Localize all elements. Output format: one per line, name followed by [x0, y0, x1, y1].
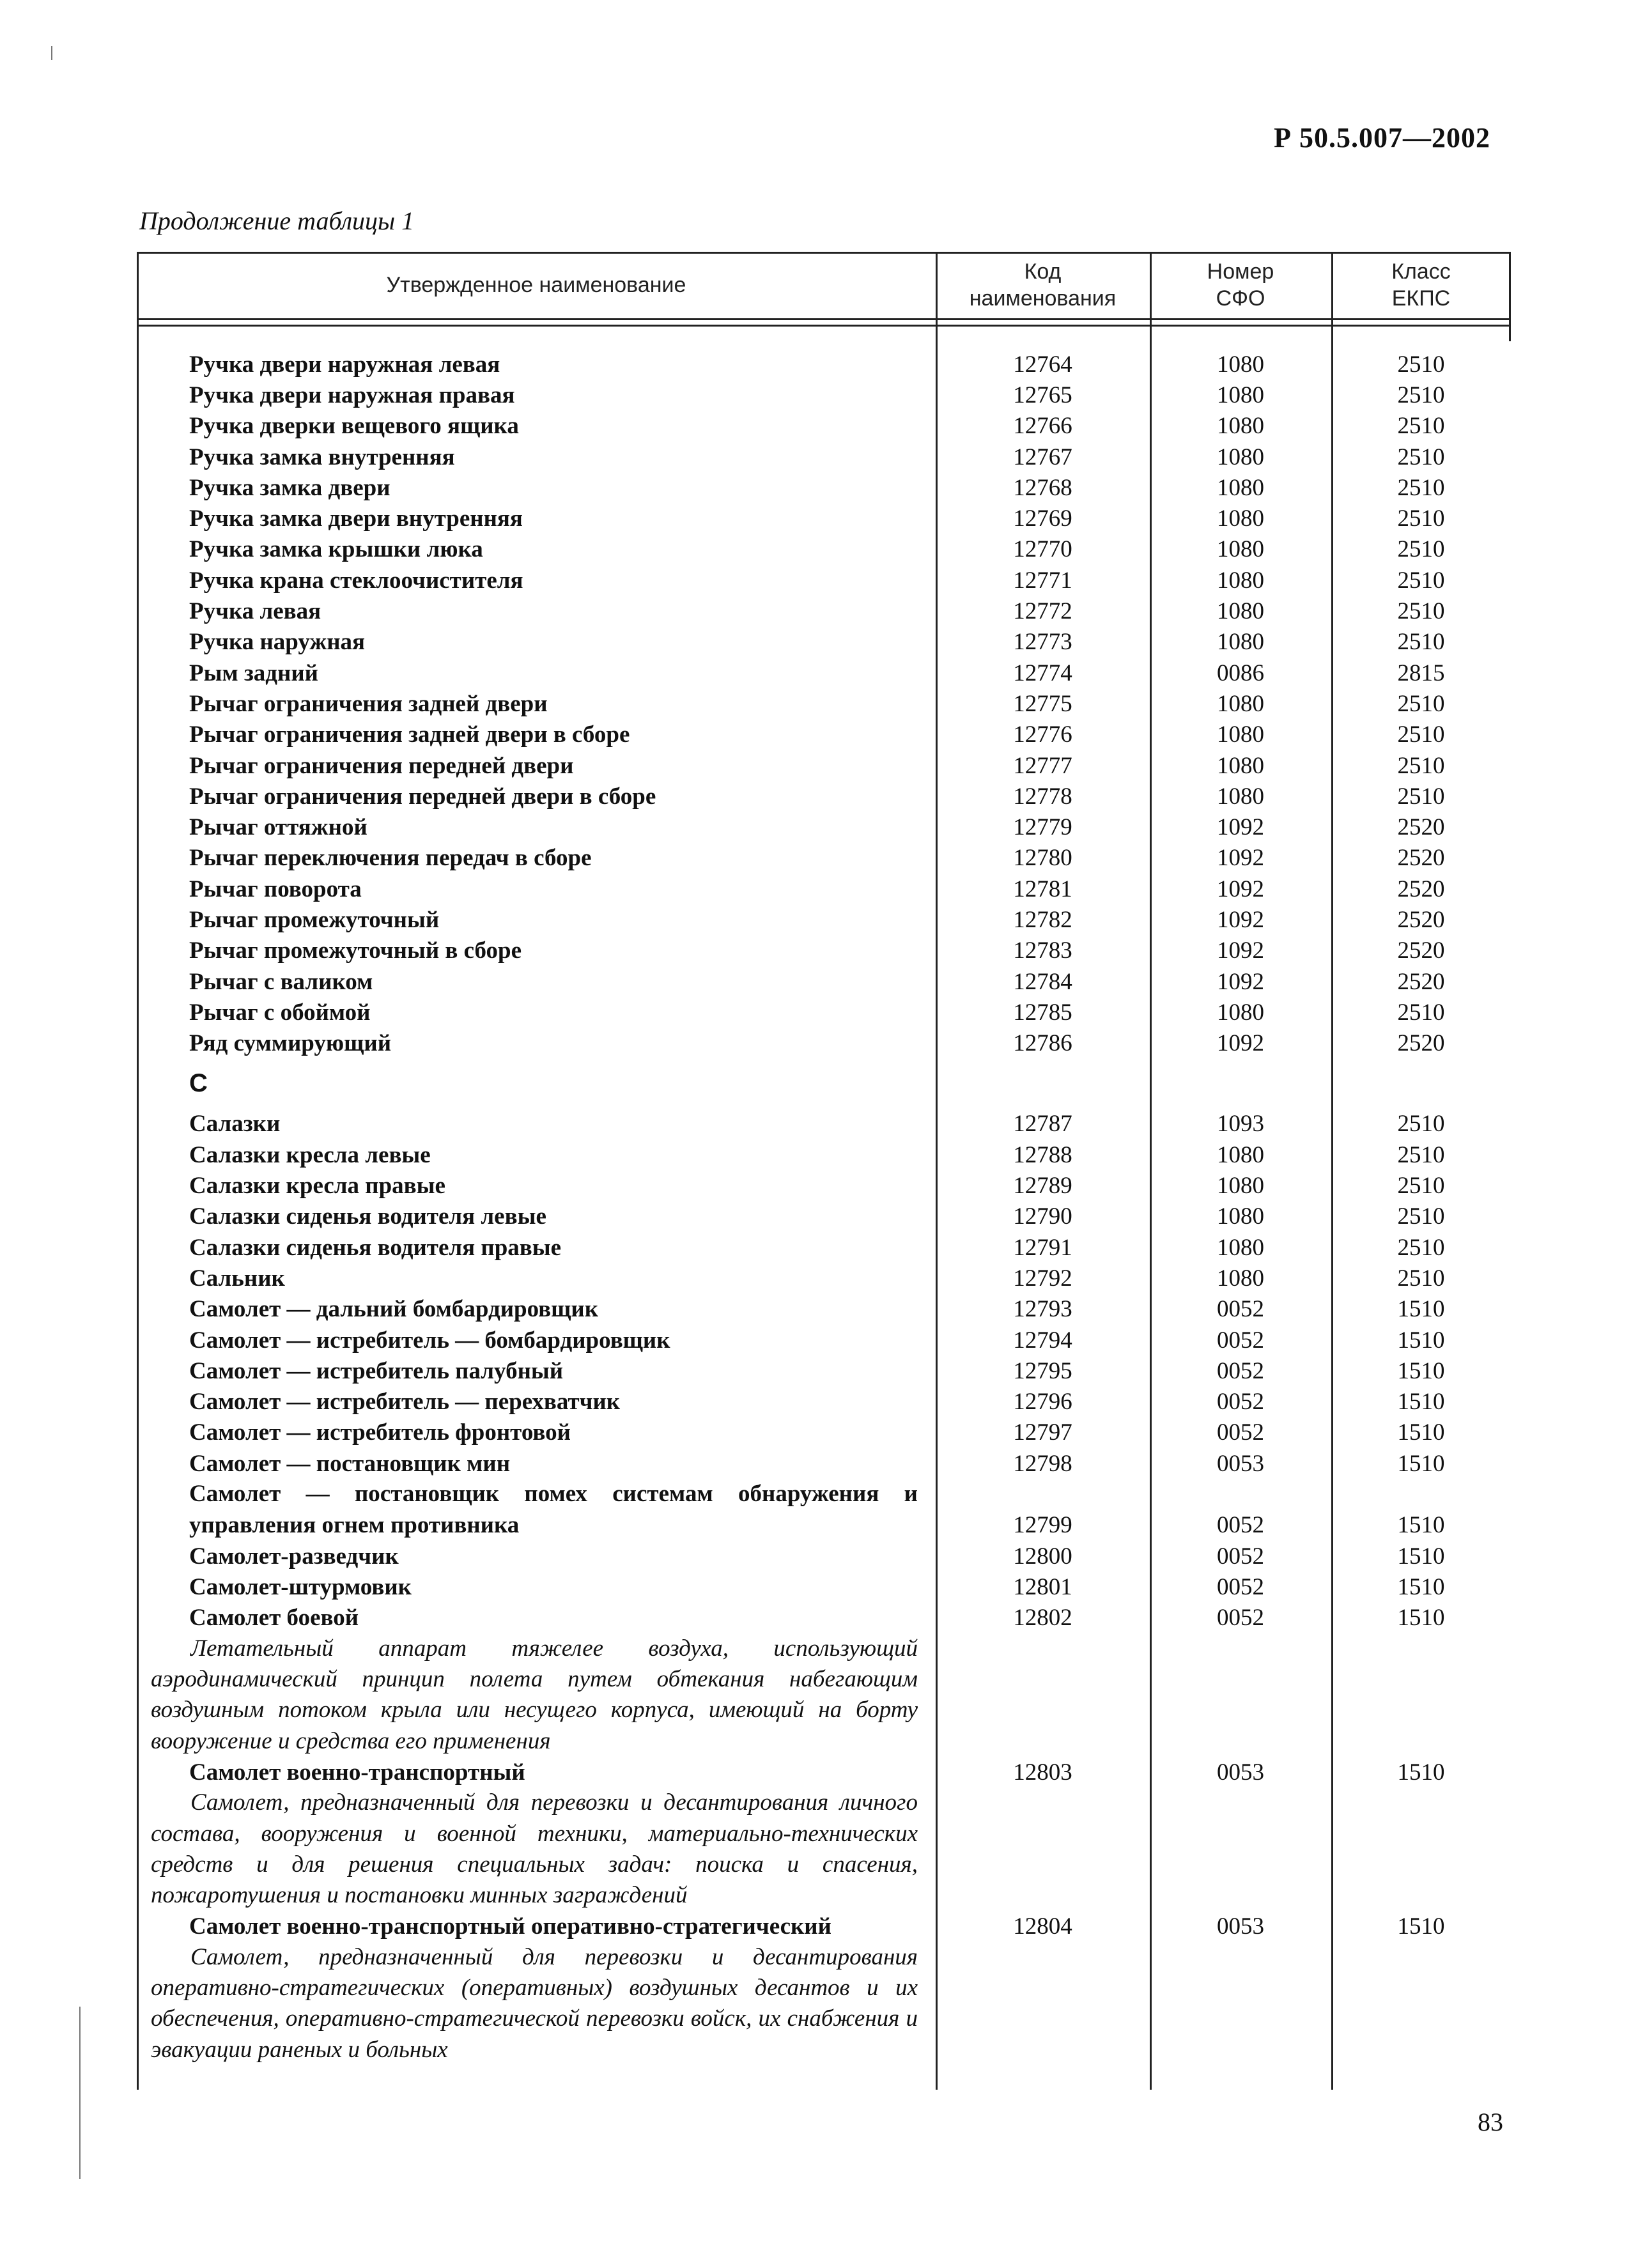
row-ekps: 2520	[1397, 937, 1445, 964]
row-sfo: 1080	[1217, 1265, 1264, 1292]
row-sfo: 0052	[1217, 1419, 1264, 1446]
row-name: Самолет — истребитель палубный	[189, 1357, 564, 1384]
row-ekps: 2510	[1397, 536, 1445, 563]
row-sfo: 0052	[1217, 1357, 1264, 1384]
column-header-name: Утвержденное наименование	[386, 273, 686, 297]
row-name: Ручка замка внутренняя	[189, 444, 455, 470]
row-name: Ручка двери наружная левая	[189, 351, 500, 378]
row-code: 12774	[1013, 660, 1072, 686]
row-name: Ручка двери наружная правая	[189, 382, 515, 408]
rows-group-r	[137, 349, 1511, 1059]
row-ekps: 2510	[1397, 1234, 1445, 1261]
row-ekps: 1510	[1397, 1357, 1445, 1384]
row-ekps: 1510	[1397, 1327, 1445, 1354]
row-sfo: 0052	[1217, 1543, 1264, 1570]
row-name: Салазки	[189, 1111, 281, 1138]
row-sfo: 1080	[1217, 752, 1264, 779]
table-row	[137, 904, 1511, 935]
row-sfo: 0052	[1217, 1573, 1264, 1600]
row-code: 12795	[1013, 1357, 1072, 1384]
row-code: 12776	[1013, 721, 1072, 748]
row-ekps: 2510	[1397, 567, 1445, 594]
row-code: 12784	[1013, 968, 1072, 995]
row-ekps: 1510	[1397, 1450, 1445, 1477]
row-ekps: 1510	[1397, 1573, 1445, 1600]
row-sfo: 1080	[1217, 444, 1264, 470]
row-code: 12798	[1013, 1450, 1072, 1477]
row-name: Салазки кресла левые	[189, 1141, 431, 1168]
row-ekps: 2510	[1397, 1265, 1445, 1292]
row-sfo: 1080	[1217, 1234, 1264, 1261]
table-row	[137, 997, 1511, 1028]
row-ekps: 2520	[1397, 968, 1445, 995]
row-code: 12781	[1013, 876, 1072, 902]
row-name: Рычаг ограничения задней двери в сборе	[189, 721, 630, 748]
table-row	[137, 380, 1511, 410]
row-ekps: 2520	[1397, 845, 1445, 872]
row-ekps: 2510	[1397, 1141, 1445, 1168]
row-sfo: 0086	[1217, 660, 1264, 686]
row-name: Самолет военно-транспортный оперативно-стратегический	[189, 1913, 831, 1940]
row-sfo: 1092	[1217, 968, 1264, 995]
row-ekps: 2510	[1397, 598, 1445, 625]
row-name: Сальник	[189, 1265, 285, 1292]
row-sfo: 1080	[1217, 536, 1264, 563]
row-name: Ручка замка двери	[189, 474, 390, 501]
page-number: 83	[1478, 2108, 1503, 2136]
row-name: Салазки сиденья водителя левые	[189, 1203, 546, 1230]
row-ekps: 1510	[1397, 1543, 1445, 1570]
row-sfo: 1080	[1217, 598, 1264, 625]
row-ekps: 1510	[1397, 1759, 1445, 1786]
row-name: Самолет — постановщик мин	[189, 1450, 511, 1477]
row-code: 12771	[1013, 567, 1072, 594]
row-ekps: 2510	[1397, 783, 1445, 810]
row-sfo: 1080	[1217, 382, 1264, 408]
table-row	[137, 1201, 1511, 1232]
table-row	[137, 565, 1511, 596]
header-divider	[137, 318, 1511, 320]
row-ekps: 2510	[1397, 444, 1445, 470]
row-name: Самолет — истребитель — бомбардировщик	[189, 1327, 670, 1354]
row-name: Рычаг ограничения задней двери	[189, 690, 548, 717]
row-sfo: 1092	[1217, 845, 1264, 872]
row-name: Ручка наружная	[189, 629, 366, 656]
row-code: 12793	[1013, 1296, 1072, 1323]
row-ekps: 2510	[1397, 351, 1445, 378]
row-code: 12792	[1013, 1265, 1072, 1292]
row-code: 12777	[1013, 752, 1072, 779]
row-sfo: 1092	[1217, 1030, 1264, 1057]
table-row	[137, 1603, 1511, 1633]
row-code: 12804	[1013, 1913, 1072, 1940]
table-row	[137, 1294, 1511, 1325]
table-row	[137, 503, 1511, 534]
row-ekps: 2510	[1397, 1203, 1445, 1230]
row-sfo: 0052	[1217, 1296, 1264, 1323]
row-sfo: 1093	[1217, 1111, 1264, 1138]
table-row	[137, 1387, 1511, 1417]
row-name: Рычаг оттяжной	[189, 814, 367, 841]
table-row	[137, 1028, 1511, 1059]
row-name: Ручка крана стеклоочистителя	[189, 567, 523, 594]
row-code: 12799	[1013, 1511, 1072, 1538]
table-row	[137, 1109, 1511, 1139]
row-name: Самолет-разведчик	[189, 1543, 399, 1570]
row-code: 12797	[1013, 1419, 1072, 1446]
scan-mark	[79, 2007, 81, 2179]
row-code: 12782	[1013, 906, 1072, 933]
row-sfo: 1080	[1217, 413, 1264, 440]
row-sfo: 1080	[1217, 1173, 1264, 1200]
column-header-code: Код наименования	[969, 259, 1117, 311]
table-body	[137, 349, 1511, 2065]
row-code: 12785	[1013, 999, 1072, 1026]
row-sfo: 1080	[1217, 999, 1264, 1026]
row-code: 12802	[1013, 1605, 1072, 1632]
row-sfo: 1080	[1217, 505, 1264, 532]
table-row	[137, 1355, 1511, 1386]
row-sfo: 1080	[1217, 1141, 1264, 1168]
row-name: Рычаг ограничения передней двери в сборе	[189, 783, 656, 810]
table-row	[137, 627, 1511, 658]
row-ekps: 2520	[1397, 814, 1445, 841]
row-name: Самолет — дальний бомбардировщик	[189, 1296, 599, 1323]
table-row	[137, 1448, 1511, 1479]
row-name: Ряд суммирующий	[189, 1030, 392, 1057]
row-code: 12772	[1013, 598, 1072, 625]
column-header-sfo: Номер СФО	[1207, 259, 1274, 311]
row-name: Рым задний	[189, 660, 318, 686]
row-sfo: 0053	[1217, 1913, 1264, 1940]
table-row	[137, 1479, 1511, 1541]
row-ekps: 2510	[1397, 382, 1445, 408]
row-code: 12773	[1013, 629, 1072, 656]
row-description: Самолет, предназначенный для перевозки и десантирования оперативно-стратегических (оперативных) воздушных десантов и их обеспечения, оперативно-стратегической перевозки войск, их снабжения и эвакуации раненых и больных	[151, 1943, 918, 2063]
row-sfo: 0052	[1217, 1327, 1264, 1354]
table-row	[137, 720, 1511, 750]
row-code: 12796	[1013, 1389, 1072, 1416]
row-name: Ручка замка двери внутренняя	[189, 505, 523, 532]
row-code: 12787	[1013, 1111, 1072, 1138]
row-ekps: 1510	[1397, 1511, 1445, 1538]
table-row	[137, 1541, 1511, 1571]
header-divider-double	[137, 325, 1511, 327]
table-row	[137, 442, 1511, 472]
row-ekps: 2510	[1397, 413, 1445, 440]
row-ekps: 2510	[1397, 505, 1445, 532]
row-sfo: 0052	[1217, 1511, 1264, 1538]
row-ekps: 1510	[1397, 1419, 1445, 1446]
row-ekps: 2815	[1397, 660, 1445, 686]
table-row	[137, 843, 1511, 874]
table-row	[137, 1571, 1511, 1602]
row-code: 12764	[1013, 351, 1072, 378]
row-name: Рычаг с обоймой	[189, 999, 371, 1026]
row-sfo: 1080	[1217, 351, 1264, 378]
table-row	[137, 596, 1511, 626]
row-ekps: 1510	[1397, 1296, 1445, 1323]
row-name: Рычаг ограничения передней двери	[189, 752, 574, 779]
row-code: 12791	[1013, 1234, 1072, 1261]
row-code: 12769	[1013, 505, 1072, 532]
row-code: 12766	[1013, 413, 1072, 440]
row-sfo: 0053	[1217, 1759, 1264, 1786]
table-row	[137, 1911, 1511, 1942]
row-name: Самолет военно-транспортный	[189, 1759, 525, 1786]
row-sfo: 1080	[1217, 1203, 1264, 1230]
row-code: 12786	[1013, 1030, 1072, 1057]
row-name: Рычаг поворота	[189, 876, 362, 902]
row-sfo: 1080	[1217, 629, 1264, 656]
row-name: Рычаг промежуточный	[189, 906, 440, 933]
row-sfo: 1080	[1217, 567, 1264, 594]
row-sfo: 0053	[1217, 1450, 1264, 1477]
row-ekps: 2510	[1397, 1111, 1445, 1138]
row-ekps: 2510	[1397, 1173, 1445, 1200]
table-row	[137, 1170, 1511, 1201]
table-row	[137, 1417, 1511, 1448]
row-name: Ручка дверки вещевого ящика	[189, 413, 519, 440]
row-code: 12778	[1013, 783, 1072, 810]
row-code: 12767	[1013, 444, 1072, 470]
row-code: 12801	[1013, 1573, 1072, 1600]
row-code: 12780	[1013, 845, 1072, 872]
row-code: 12788	[1013, 1141, 1072, 1168]
table-row	[137, 658, 1511, 688]
row-sfo: 0052	[1217, 1605, 1264, 1632]
row-code: 12775	[1013, 690, 1072, 717]
data-table	[137, 252, 1511, 2090]
table-caption: Продолжение таблицы 1	[139, 206, 415, 235]
table-row	[137, 534, 1511, 565]
rows-group-s	[137, 1109, 1511, 1479]
row-ekps: 1510	[1397, 1913, 1445, 1940]
row-ekps: 2520	[1397, 876, 1445, 902]
row-code: 12765	[1013, 382, 1072, 408]
row-name: Самолет — истребитель фронтовой	[189, 1419, 571, 1446]
row-code: 12800	[1013, 1543, 1072, 1570]
section-letter: С	[189, 1069, 208, 1098]
row-sfo: 1080	[1217, 783, 1264, 810]
table-row	[137, 1757, 1511, 1787]
row-name: Ручка замка крышки люка	[189, 536, 483, 563]
row-name: Рычаг с валиком	[189, 968, 373, 995]
table-row	[137, 349, 1511, 380]
row-name: Салазки кресла правые	[189, 1173, 445, 1200]
row-name: Самолет — истребитель — перехватчик	[189, 1389, 621, 1416]
row-code: 12770	[1013, 536, 1072, 563]
table-row	[137, 936, 1511, 966]
row-sfo: 0052	[1217, 1389, 1264, 1416]
row-ekps: 1510	[1397, 1605, 1445, 1632]
table-row	[137, 781, 1511, 812]
table-row	[137, 1232, 1511, 1263]
row-name: Рычаг переключения передач в сборе	[189, 845, 592, 872]
row-code: 12779	[1013, 814, 1072, 841]
column-header-ekps: Класс ЕКПС	[1391, 259, 1451, 311]
table-row	[137, 472, 1511, 503]
row-ekps: 1510	[1397, 1389, 1445, 1416]
scan-mark	[51, 46, 52, 60]
row-code: 12768	[1013, 474, 1072, 501]
row-code: 12803	[1013, 1759, 1072, 1786]
row-name: Самолет боевой	[189, 1605, 359, 1632]
table-row	[137, 750, 1511, 781]
row-name: Самолет — постановщик помех системам обнаружения и управления огнем противника	[189, 1481, 918, 1538]
row-name: Рычаг промежуточный в сборе	[189, 937, 522, 964]
row-ekps: 2510	[1397, 690, 1445, 717]
table-row	[137, 688, 1511, 719]
row-name: Ручка левая	[189, 598, 321, 625]
table-row	[137, 1325, 1511, 1355]
row-ekps: 2520	[1397, 1030, 1445, 1057]
row-sfo: 1092	[1217, 814, 1264, 841]
row-description: Самолет, предназначенный для перевозки и десантирования личного состава, вооружения и военной техники, материально-технических средств и для решения специальных задач: поиска и спасения, пожаротушения и постановки минных заграждений	[151, 1789, 918, 1909]
row-code: 12789	[1013, 1173, 1072, 1200]
row-name: Самолет-штурмовик	[189, 1573, 412, 1600]
row-sfo: 1080	[1217, 474, 1264, 501]
row-ekps: 2510	[1397, 474, 1445, 501]
table-row	[137, 874, 1511, 904]
table-row	[137, 1263, 1511, 1293]
table-row	[137, 1139, 1511, 1170]
row-ekps: 2510	[1397, 752, 1445, 779]
table-row	[137, 966, 1511, 997]
row-sfo: 1092	[1217, 876, 1264, 902]
table-row	[137, 812, 1511, 842]
row-sfo: 1080	[1217, 690, 1264, 717]
row-description: Летательный аппарат тяжелее воздуха, использующий аэродинамический принцип полета путем обтекания набегающим воздушным потоком крыла или несущего корпуса, имеющий на борту вооружение и средства его применения	[151, 1635, 918, 1754]
row-ekps: 2510	[1397, 999, 1445, 1026]
row-sfo: 1092	[1217, 937, 1264, 964]
row-ekps: 2510	[1397, 629, 1445, 656]
row-ekps: 2520	[1397, 906, 1445, 933]
row-sfo: 1080	[1217, 721, 1264, 748]
table-row	[137, 411, 1511, 442]
row-ekps: 2510	[1397, 721, 1445, 748]
rows-group-aircraft	[137, 1541, 1511, 1633]
document-code: Р 50.5.007—2002	[1274, 122, 1490, 153]
row-name: Салазки сиденья водителя правые	[189, 1234, 562, 1261]
row-code: 12783	[1013, 937, 1072, 964]
row-sfo: 1092	[1217, 906, 1264, 933]
row-code: 12794	[1013, 1327, 1072, 1354]
row-code: 12790	[1013, 1203, 1072, 1230]
